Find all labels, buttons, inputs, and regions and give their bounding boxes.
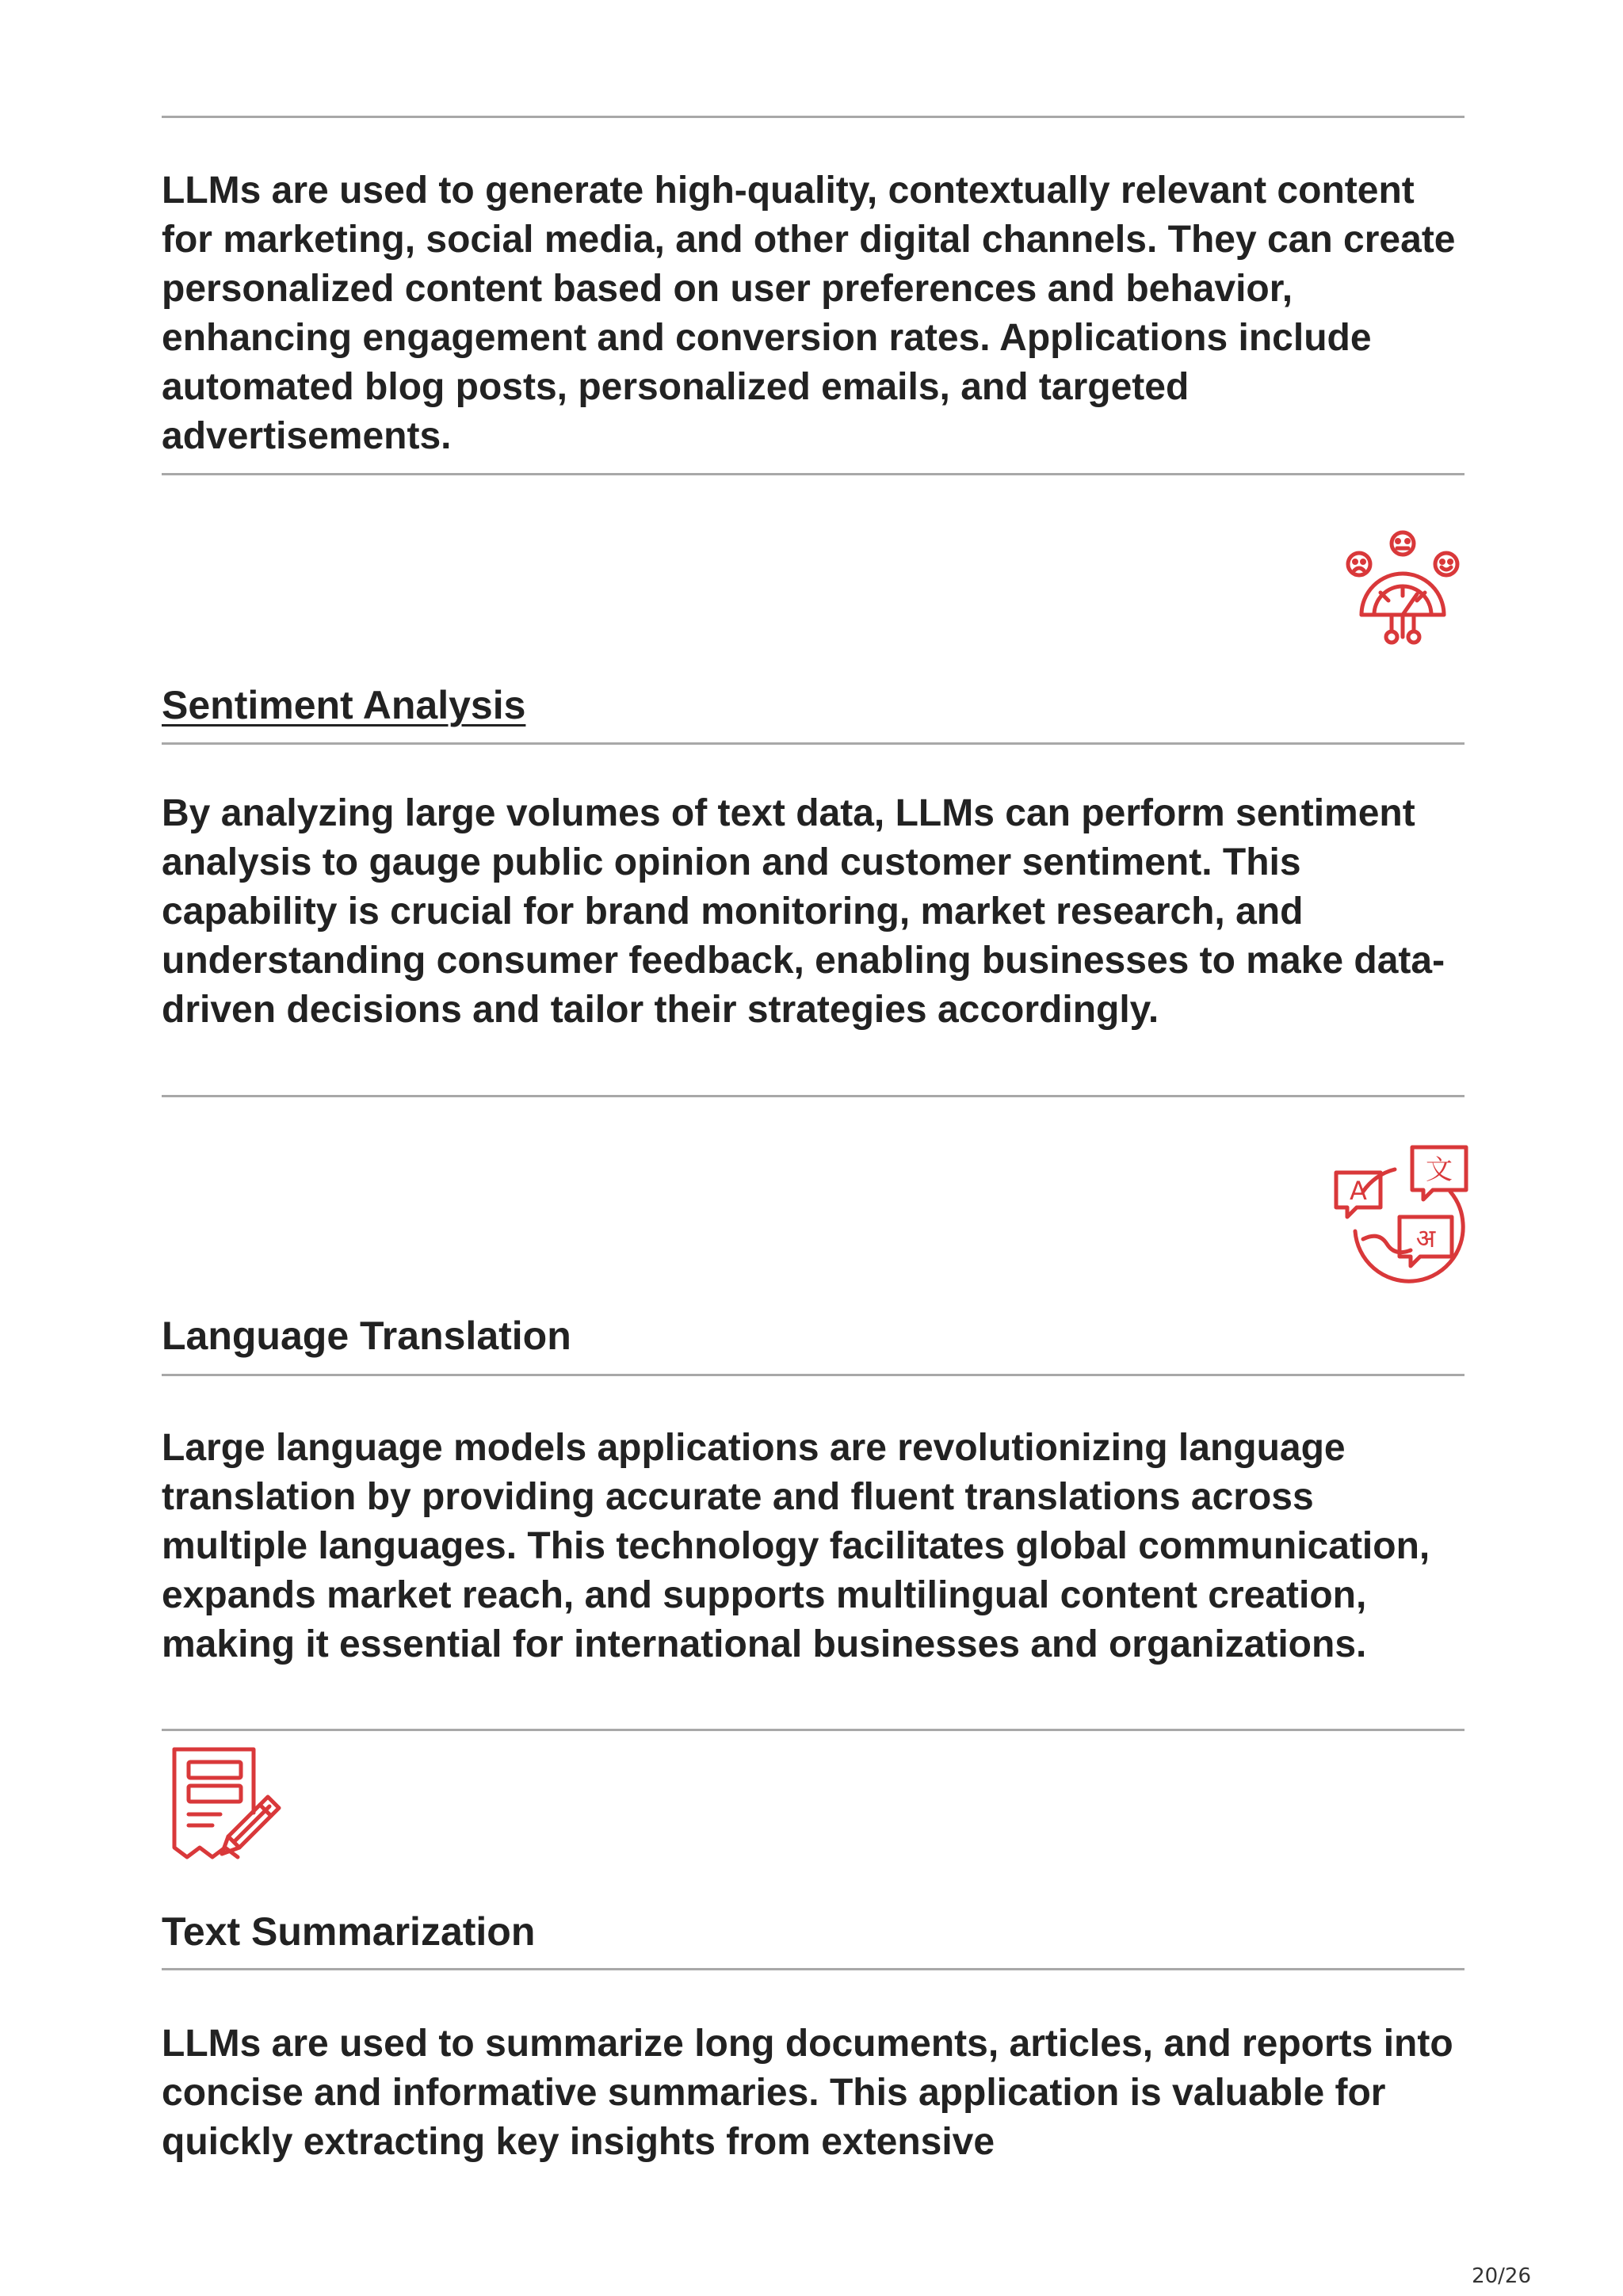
- svg-text:A: A: [1350, 1176, 1367, 1206]
- divider: [162, 1374, 1465, 1376]
- page-number: 20/26: [1472, 2264, 1531, 2288]
- content-generation-paragraph: LLMs are used to generate high-quality, contextually relevant content for marketing, social media, and other digital channels. They can create personalized content based on user preferences and behavior, enhancing engagement and conversion rates. Applications include automated blog posts, personalized emails, and targeted advertisements.: [162, 170, 1456, 457]
- sentiment-analysis-paragraph: By analyzing large volumes of text data, LLMs can perform sentiment analysis to gauge public opinion and customer sentiment. This capability is crucial for brand monitoring, market research, and understanding consumer feedback, enabling businesses to make data-driven decisions and tailor their strategies accordingly.: [162, 792, 1445, 1031]
- language-translation-paragraph: Large language models applications are revolutionizing language translation by providing accurate and fluent translations across multiple languages. This technology facilitates global communication, expands market reach, and supports multilingual content creation, making it essential for international businesses and organizations.: [162, 1427, 1430, 1665]
- divider: [162, 1095, 1465, 1097]
- divider: [162, 742, 1465, 745]
- svg-text:文: 文: [1426, 1154, 1453, 1186]
- divider: [162, 473, 1465, 475]
- sentiment-analysis-heading[interactable]: Sentiment Analysis: [162, 683, 526, 727]
- svg-text:अ: अ: [1415, 1223, 1436, 1253]
- language-translation-heading: Language Translation: [162, 1314, 571, 1358]
- divider: [162, 116, 1465, 118]
- document-edit-icon: [168, 1746, 287, 1865]
- divider: [162, 1968, 1465, 1970]
- text-summarization-heading: Text Summarization: [162, 1909, 536, 1954]
- text-summarization-paragraph: LLMs are used to summarize long documents, articles, and reports into concise and informative summaries. This application is valuable for quickly extracting key insights from extensive: [162, 2023, 1453, 2163]
- divider: [162, 1729, 1465, 1731]
- translation-globe-icon: [1331, 1144, 1471, 1283]
- sentiment-gauge-icon: [1339, 526, 1466, 653]
